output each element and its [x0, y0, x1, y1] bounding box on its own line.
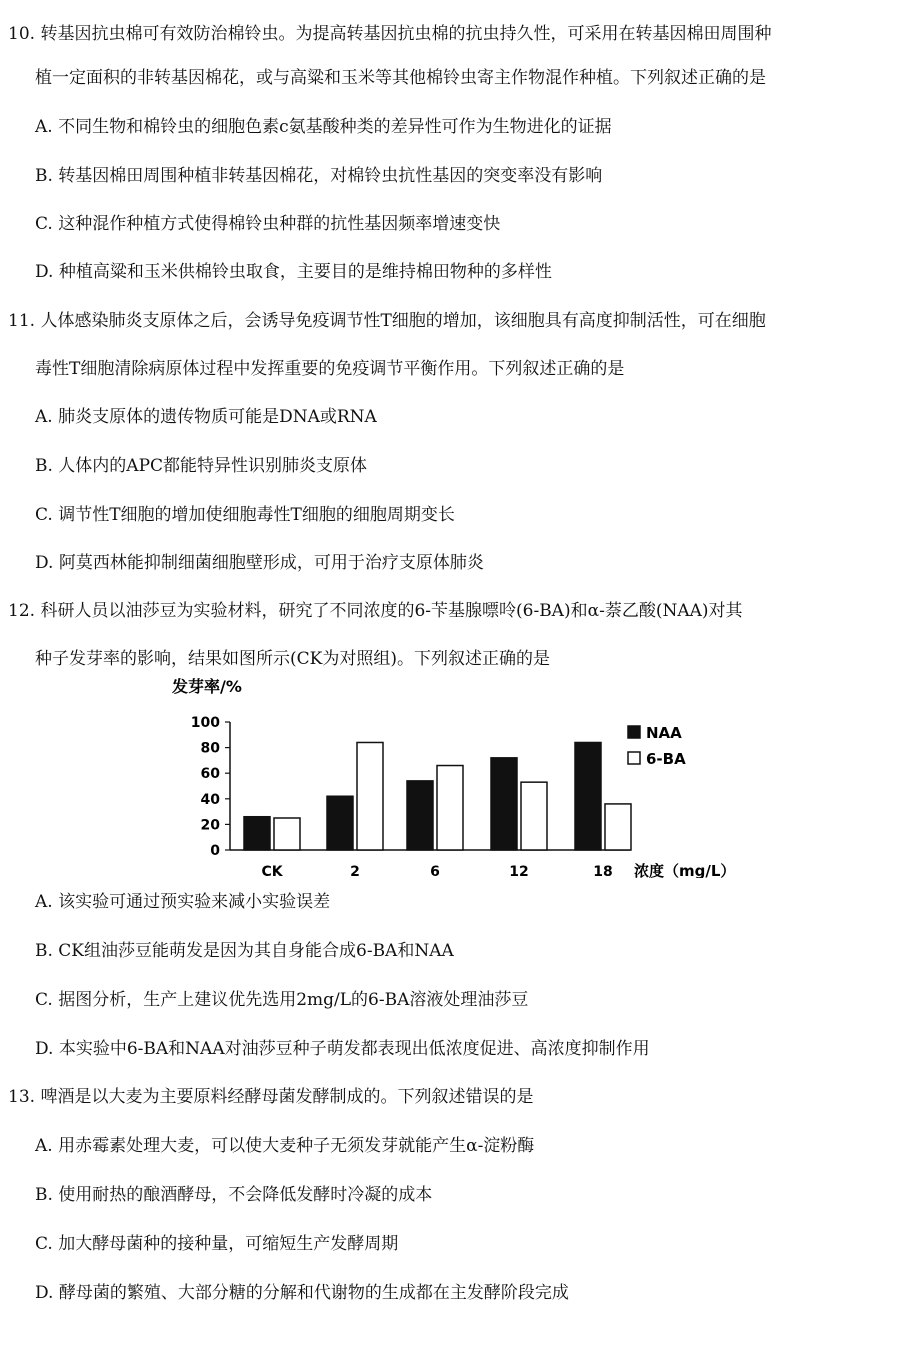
q13-option-c: C. 加大酵母菌种的接种量，可缩短生产发酵周期 — [35, 1234, 399, 1254]
chart-bar-6-ba-6 — [437, 766, 463, 850]
chart-x-tick-label: CK — [261, 864, 283, 878]
q10-stem-line1: 10. 转基因抗虫棉可有效防治棉铃虫。为提高转基因抗虫棉的抗虫持久性，可采用在转基因棉田周围种 — [8, 24, 772, 44]
chart-y-axis-title: 发芽率/% — [172, 678, 242, 696]
chart-x-tick-label: 12 — [509, 864, 529, 878]
q10-stem-line2: 植一定面积的非转基因棉花，或与高粱和玉米等其他棉铃虫寄主作物混作种植。下列叙述正确的是 — [35, 68, 766, 88]
q11-option-b: B. 人体内的APC都能特异性识别肺炎支原体 — [35, 456, 368, 476]
chart-x-tick-label: 6 — [430, 864, 440, 878]
q13-option-d: D. 酵母菌的繁殖、大部分糖的分解和代谢物的生成都在主发酵阶段完成 — [35, 1283, 569, 1303]
germination-bar-chart — [160, 678, 760, 878]
chart-y-tick-label: 20 — [200, 817, 220, 834]
chart-y-tick-label: 0 — [210, 843, 220, 859]
chart-bar-naa-18 — [575, 742, 601, 850]
q12-option-c: C. 据图分析，生产上建议优先选用2mg/L的6-BA溶液处理油莎豆 — [35, 990, 529, 1010]
chart-bar-6-ba-12 — [521, 782, 547, 850]
q12-option-b: B. CK组油莎豆能萌发是因为其自身能合成6-BA和NAA — [35, 941, 454, 961]
q12-option-d: D. 本实验中6-BA和NAA对油莎豆种子萌发都表现出低浓度促进、高浓度抑制作用 — [35, 1039, 650, 1059]
chart-bar-naa-12 — [491, 758, 517, 850]
q11-option-c: C. 调节性T细胞的增加使细胞毒性T细胞的细胞周期变长 — [35, 505, 455, 525]
chart-legend-label-naa: NAA — [646, 724, 682, 742]
chart-bar-naa-6 — [407, 781, 433, 850]
chart-legend-swatch-6-ba — [628, 752, 640, 764]
q10-option-d: D. 种植高粱和玉米供棉铃虫取食，主要目的是维持棉田物种的多样性 — [35, 262, 552, 282]
chart-legend-swatch-naa — [628, 726, 640, 738]
q13-option-a: A. 用赤霉素处理大麦，可以使大麦种子无须发芽就能产生α-淀粉酶 — [35, 1136, 535, 1156]
chart-bar-naa-ck — [244, 817, 270, 850]
q11-stem-line2: 毒性T细胞清除病原体过程中发挥重要的免疫调节平衡作用。下列叙述正确的是 — [35, 359, 625, 379]
chart-bar-naa-2 — [327, 796, 353, 850]
q13-stem-line1: 13. 啤酒是以大麦为主要原料经酵母菌发酵制成的。下列叙述错误的是 — [8, 1087, 534, 1107]
q10-option-a: A. 不同生物和棉铃虫的细胞色素c氨基酸种类的差异性可作为生物进化的证据 — [35, 117, 612, 137]
chart-y-tick-label: 40 — [200, 791, 220, 808]
chart-bar-6-ba-ck — [274, 818, 300, 850]
q10-option-c: C. 这种混作种植方式使得棉铃虫种群的抗性基因频率增速变快 — [35, 214, 501, 234]
q11-stem-line1: 11. 人体感染肺炎支原体之后，会诱导免疫调节性T细胞的增加，该细胞具有高度抑制活性，可在细胞 — [8, 311, 766, 331]
chart-x-tick-label: 2 — [350, 864, 360, 878]
chart-bar-6-ba-18 — [605, 804, 631, 850]
chart-y-tick-label: 60 — [200, 766, 220, 783]
chart-x-tick-label: 18 — [593, 864, 613, 878]
chart-y-tick-label: 80 — [200, 740, 220, 757]
chart-y-tick-label: 100 — [190, 715, 220, 731]
chart-legend-label-6-ba: 6-BA — [646, 750, 686, 768]
q12-stem-line2: 种子发芽率的影响，结果如图所示(CK为对照组)。下列叙述正确的是 — [35, 649, 550, 669]
q12-stem-line1: 12. 科研人员以油莎豆为实验材料，研究了不同浓度的6-苄基腺嘌呤(6-BA)和α-萘乙酸(NAA)对其 — [8, 601, 743, 621]
q10-option-b: B. 转基因棉田周围种植非转基因棉花，对棉铃虫抗性基因的突变率没有影响 — [35, 166, 603, 186]
q11-option-a: A. 肺炎支原体的遗传物质可能是DNA或RNA — [35, 407, 377, 427]
chart-x-axis-title: 浓度（mg/L） — [634, 862, 736, 878]
q11-option-d: D. 阿莫西林能抑制细菌细胞壁形成，可用于治疗支原体肺炎 — [35, 553, 484, 573]
chart-svg — [160, 678, 760, 878]
chart-bar-6-ba-2 — [357, 742, 383, 850]
q13-option-b: B. 使用耐热的酿酒酵母，不会降低发酵时冷凝的成本 — [35, 1185, 433, 1205]
q12-option-a: A. 该实验可通过预实验来减小实验误差 — [35, 892, 331, 912]
